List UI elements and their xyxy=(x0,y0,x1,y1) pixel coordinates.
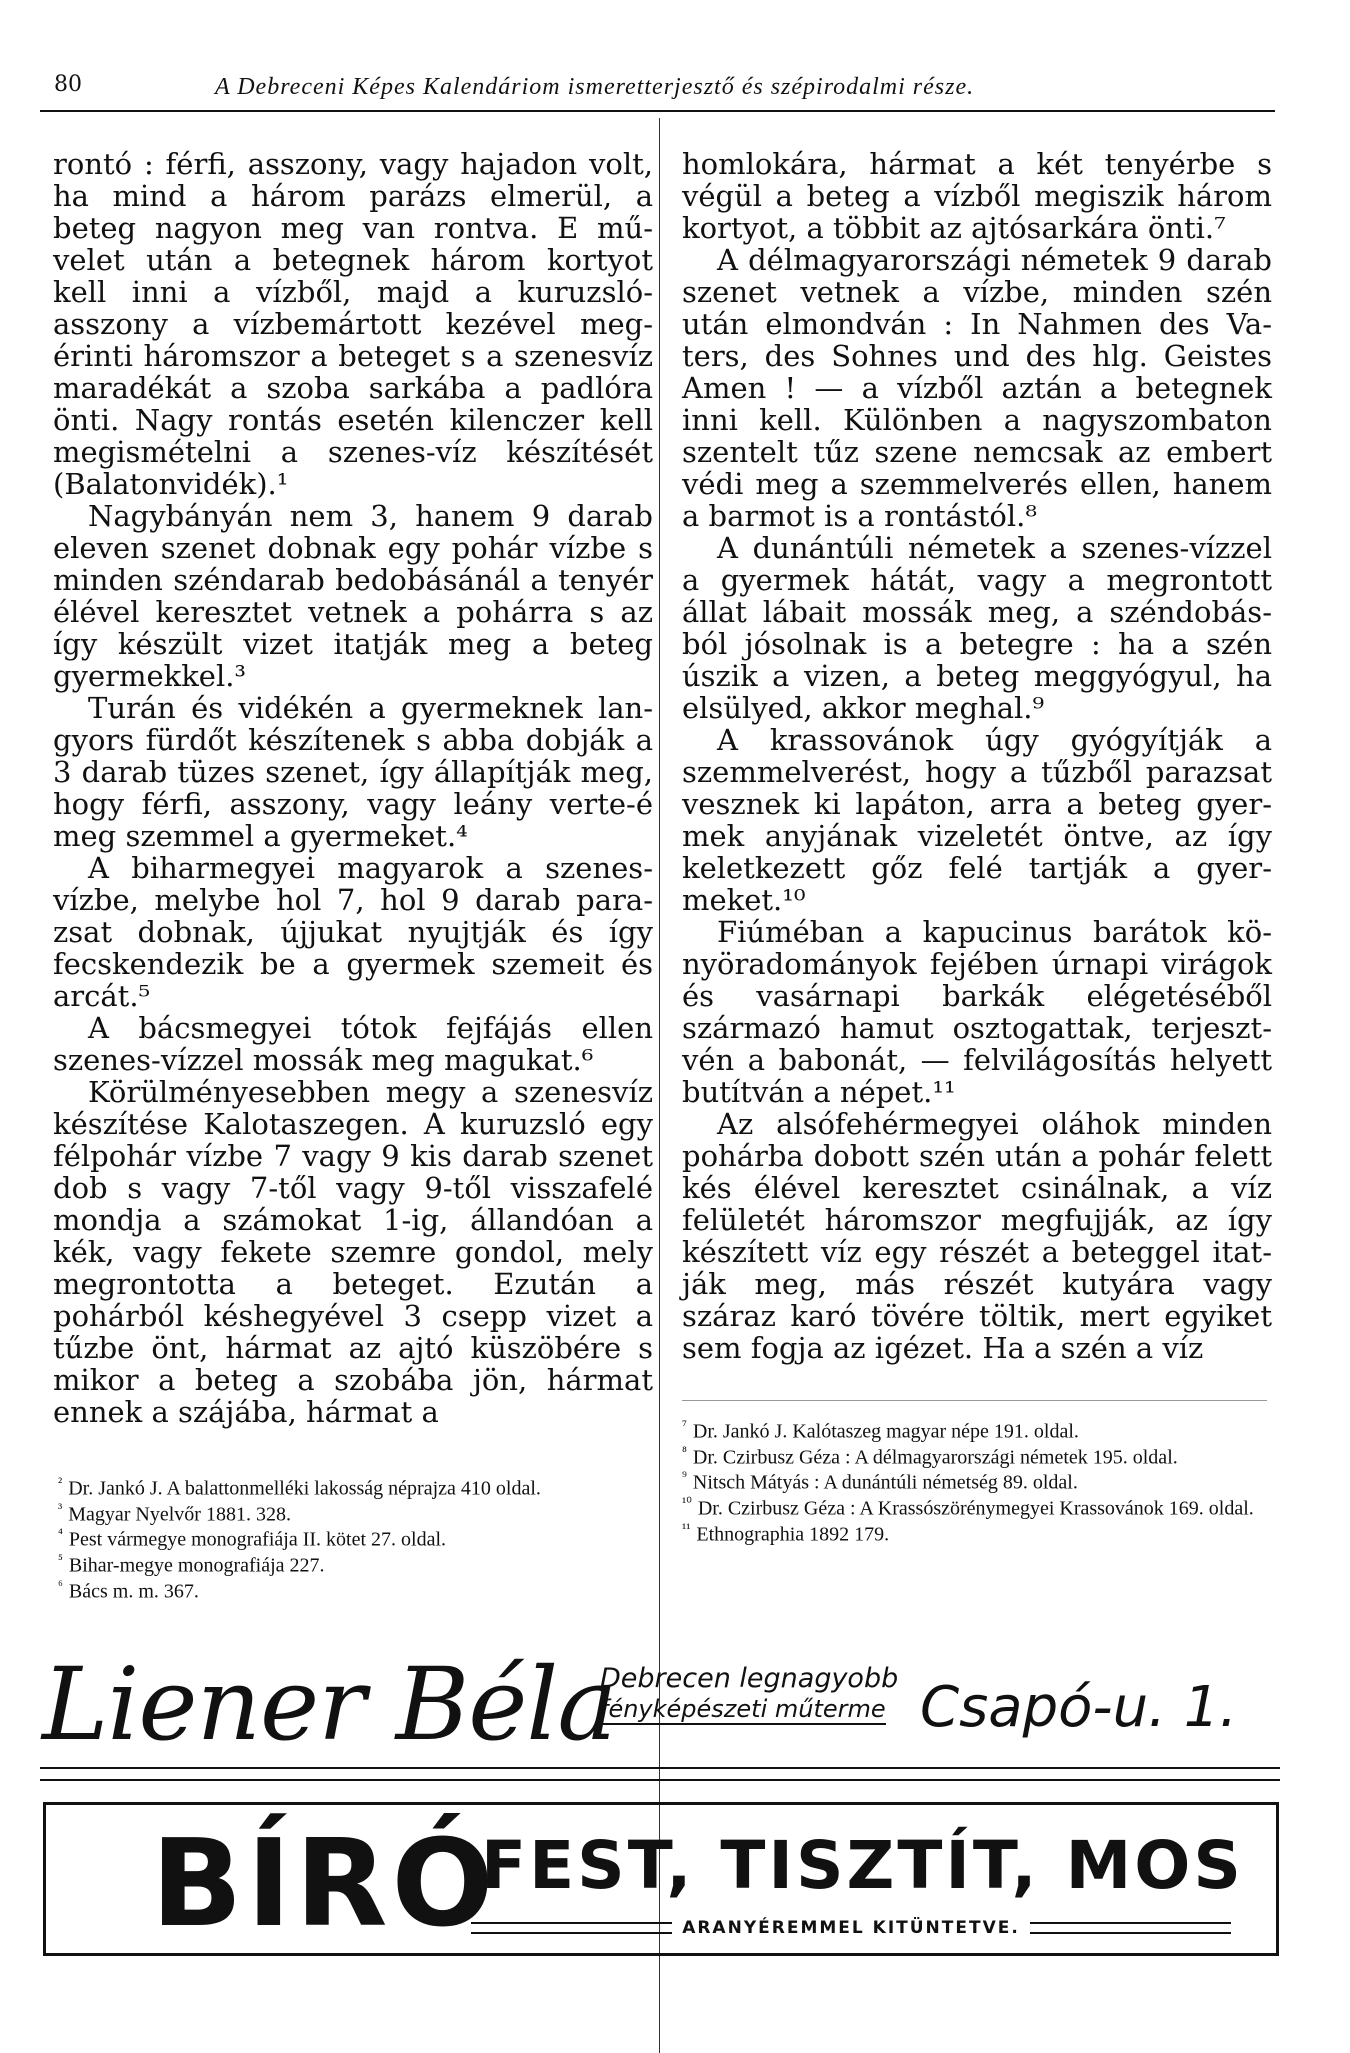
footnote-number: ¹¹ xyxy=(682,1521,691,1537)
left-column xyxy=(53,148,653,1428)
footnote xyxy=(58,1525,618,1550)
footnote-number: ⁸ xyxy=(682,1444,687,1460)
footnote xyxy=(682,1520,1267,1545)
ad-biro-award-row xyxy=(471,1917,1231,1939)
paragraph: Körülményesebben megy a szenesvíz készítése Kalotaszegen. A kuruzsló egy félpohár vízbe 7 vagy 9 kis darab szenet dob s vagy 7-től vagy 9-től visszafelé mondja a számokat 1-ig, állandóan a kék, vagy fekete szemre gondol, mely megrontotta a beteget. Ezután a pohárból késhegyével 3 csepp vizet a tűzbe önt, hármat az ajtó küszöbére s mikor a beteg a szobába jön, hármat ennek a szájába, hármat a xyxy=(53,1075,653,1429)
paragraph: homlokára, hármat a két tenyérbe s végül a beteg a vízből megiszik három kortyot, a többit az ajtósarkára önti.⁷ xyxy=(682,147,1272,245)
ad-tagline-1: Debrecen legnagyobb xyxy=(600,1663,899,1694)
footnote-text: Dr. Czirbusz Géza : A Krassószörénymegyei Krassovánok 169. oldal. xyxy=(697,1497,1254,1520)
footnote-text: Ethnographia 1892 179. xyxy=(696,1523,890,1546)
footnote-text: Dr. Czirbusz Géza : A délmagyarországi németek 195. oldal. xyxy=(692,1446,1178,1469)
paragraph: rontó : férfi, asszony, vagy hajadon volt, ha mind a három parázs elmerül, a beteg nagyon meg van rontva. E művelet után a betegnek három kortyot kell inni a vízből, majd a kuruzslóasszony a vízbemártott kezével megérinti háromszor a beteget s a szenesvíz maradékát a szoba sarkába a padlóra önti. Nagy rontás esetén kilenczer kell megismételni a szenes-víz készítését (Balatonvidék).¹ xyxy=(53,147,653,501)
footnote xyxy=(58,1500,618,1525)
footnote-number: ² xyxy=(58,1476,63,1491)
paragraph: Az alsófehérmegyei oláhok minden pohárba dobott szén után a pohár felett kés élével keresztet csinálnak, a víz felületét háromszor megfujják, az így készített víz egy részét a beteggel itatják meg, más részét kutyára vagy száraz karó tövére töltik, mert egyiket sem fogja az igézet. Ha a szén a víz xyxy=(682,1107,1272,1365)
ad-address: Csapó-u. 1. xyxy=(920,1675,1238,1740)
footnote-text: Bihar-megye monografiája 227. xyxy=(68,1554,325,1577)
footnote-text: Nitsch Mátyás : A dunántúli németség 89. oldal. xyxy=(692,1471,1078,1494)
ad-tagline-2: fényképészeti műterme xyxy=(600,1695,886,1723)
award-rule-right xyxy=(1030,1922,1231,1934)
paragraph: A bácsmegyei tótok fejfájás ellen szenes-vízzel mossák meg magukat.⁶ xyxy=(53,1011,653,1077)
paragraph: A biharmegyei magyarok a szenesvízbe, melybe hol 7, hol 9 darab parazsat dobnak, újjukat nyujtják és így fecskendezik be a gyermek szemeit és arcát.⁵ xyxy=(53,851,653,1013)
ad-photographer-name: Liener Béla xyxy=(42,1646,617,1763)
footnote xyxy=(682,1468,1267,1493)
footnote xyxy=(58,1551,618,1576)
footnotes-right xyxy=(682,1417,1267,1545)
footnote-text: Bács m. m. 367. xyxy=(68,1580,199,1603)
paragraph: Nagybányán nem 3, hanem 9 darab eleven szenet dobnak egy pohár vízbe s minden széndarab bedobásánál a tenyér élével keresztet vetnek a pohárra s az így készült vizet itatják meg a beteg gyermekkel.³ xyxy=(53,499,653,693)
paragraph: Fiúméban a kapucinus barátok könyöradományok fejében úrnapi virágok és vasárnapi barkák elégetéséből származó hamut osztogattak, terjesztvén a babonát, — felvilágosítás helyett butítván a népet.¹¹ xyxy=(682,915,1272,1109)
footnote-text: Dr. Jankó J. A balattonmelléki lakosság néprajza 410 oldal. xyxy=(68,1477,541,1500)
ad-biro-award: ARANYÉREMMEL KITÜNTETVE. xyxy=(682,1918,1020,1938)
footnote-text: Dr. Jankó J. Kalótaszeg magyar népe 191. oldal. xyxy=(692,1420,1079,1443)
footnote-text: Magyar Nyelvőr 1881. 328. xyxy=(68,1503,291,1526)
footnote xyxy=(682,1417,1267,1442)
ad-biro-name: BÍRÓ xyxy=(151,1815,498,1954)
footnote xyxy=(58,1474,618,1499)
advertisement-biro xyxy=(43,1802,1279,1956)
ad-double-rule xyxy=(40,1767,1280,1781)
footnote-separator xyxy=(682,1400,1267,1401)
footnote xyxy=(682,1494,1267,1519)
footnotes-left xyxy=(58,1474,618,1602)
paragraph: Turán és vidékén a gyermeknek langyors fürdőt készítenek s abba dobják a 3 darab tüzes szenet, így állapítják meg, hogy férfi, asszony, vagy leány verte-é meg szemmel a gyermeket.⁴ xyxy=(53,691,653,853)
footnote-number: ¹⁰ xyxy=(682,1495,692,1511)
footnote-number: ³ xyxy=(58,1501,63,1517)
advertisement-liener-bela xyxy=(40,1646,1280,1765)
award-rule-left xyxy=(471,1922,672,1934)
paragraph: A dunántúli németek a szenes-vízzel a gyermek hátát, vagy a megrontott állat lábait mossák meg, a széndobásból jósolnak is a betegre : ha a szén úszik a vizen, a beteg meggyógyul, ha elsülyed, akkor meghal.⁹ xyxy=(682,531,1272,725)
footnote-number: ⁴ xyxy=(58,1527,63,1543)
footnote-number: ⁶ xyxy=(58,1578,63,1594)
footnote-number: ⁵ xyxy=(58,1552,63,1568)
footnote xyxy=(58,1577,618,1602)
ad-biro-services: FEST, TISZTÍT, MOS xyxy=(481,1827,1244,1904)
running-title: A Debreceni Képes Kalendáriom ismeretterjesztő és szépirodalmi része. xyxy=(215,74,975,100)
paragraph: A délmagyarországi németek 9 darab szenet vetnek a vízbe, minden szén után elmondván : In Nahmen des Vaters, des Sohnes und des hlg. Geistes Amen ! — a vízből aztán a betegnek inni kell. Különben a nagyszombaton szentelt tűz szene nemcsak az embert védi meg a szemmelverés ellen, hanem a barmot is a rontástól.⁸ xyxy=(682,243,1272,533)
footnote-number: ⁹ xyxy=(682,1470,687,1486)
right-column xyxy=(682,148,1272,1364)
footnote xyxy=(682,1443,1267,1468)
footnote-text: Pest vármegye monografiája II. kötet 27. oldal. xyxy=(68,1528,446,1551)
page-number: 80 xyxy=(54,72,82,97)
paragraph: A krassovánok úgy gyógyítják a szemmelverést, hogy a tűzből parazsat vesznek ki lapáton, arra a beteg gyermek anyjának vizeletét öntve, az így keletkezett gőz felé tartják a gyermeket.¹⁰ xyxy=(682,723,1272,917)
footnote-number: ⁷ xyxy=(682,1419,687,1434)
running-header xyxy=(40,66,1275,112)
